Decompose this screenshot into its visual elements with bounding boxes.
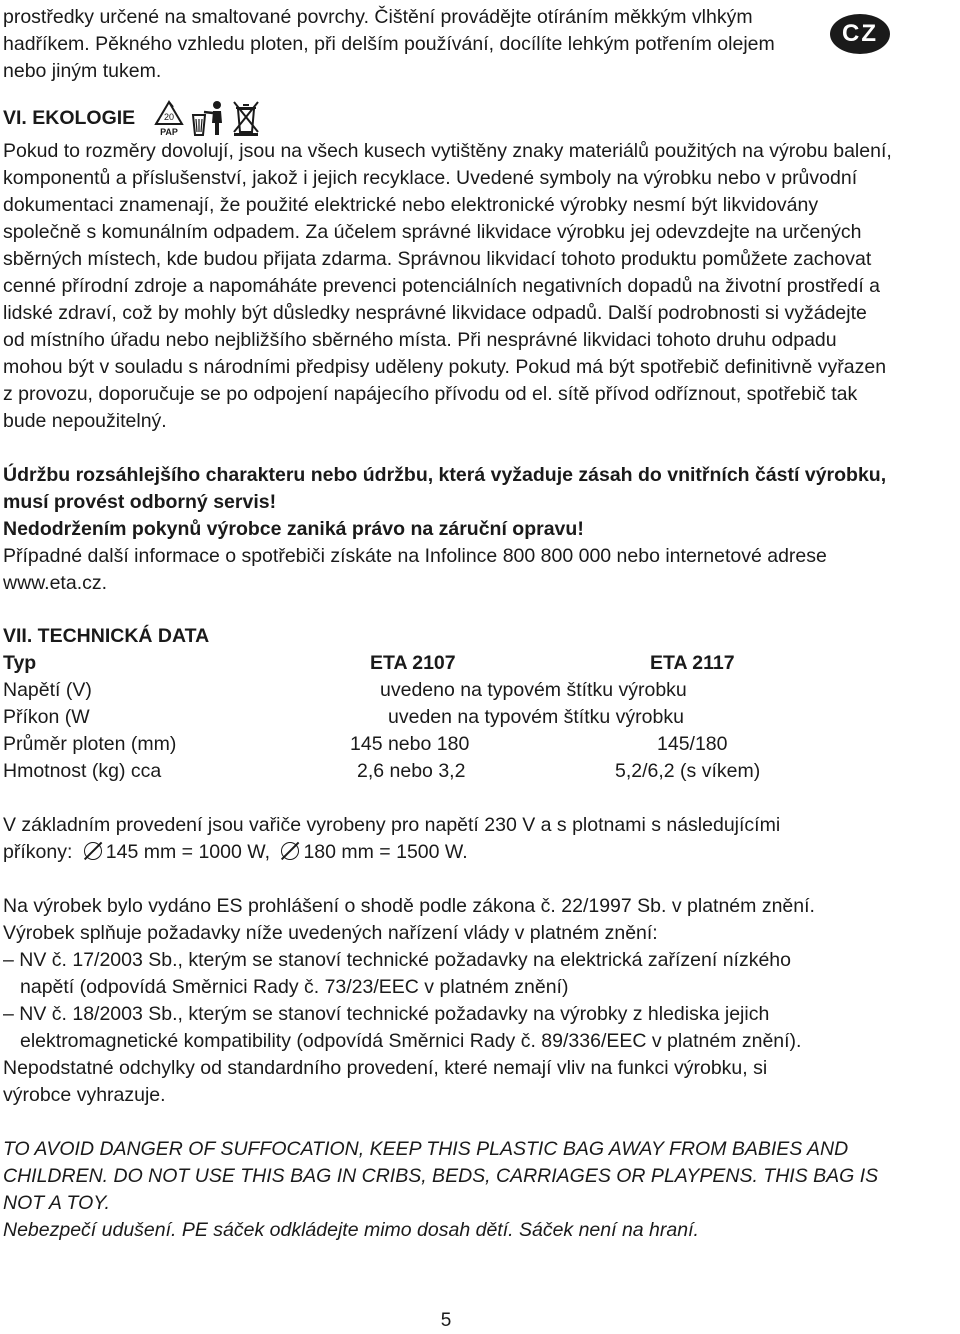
power-line	[3, 839, 903, 866]
voltage-line: V základním provedení jsou vařiče vyrobeny pro napětí 230 V a s plotnami s následujícími	[3, 814, 781, 836]
tech-row-label: Hmotnost (kg) cca	[3, 760, 162, 782]
conformity-intro: Na výrobek bylo vydáno ES prohlášení o shodě podle zákona č. 22/1997 Sb. v platném znění. Výrobek splňuje požadavky níže uvedených nařízení vlády v platném znění:	[3, 895, 815, 944]
tech-row-value-1: 145 nebo 180	[350, 733, 470, 755]
ecology-icons	[151, 99, 261, 137]
ecology-body: Pokud to rozměry dovolují, jsou na všech kusech vytištěny znaky materiálů použitých na výrobu balení, komponentů a příslušenství, jakož i jejich recyklace. Uvedené symboly na výrobku nebo v průvodní dokumentaci znamenají, že použité elektrické nebo elektronické výrobky nesmí být likvidovány společně s komunálním odpadem. Za účelem správné likvidace výrobku jej odevzdejte na určených sběrných místech, kde budou přijata zdarma. Správnou likvidací tohoto produktu pomůžete zachovat cenné přírodní zdroje a napomáháte prevenci potenciálních negativních dopadů na životní prostředí a lidské zdraví, což by mohly být důsledky nesprávné likvidace odpadů. Další podrobnosti si vyžádejte od místního úřadu nebo nejbližšího sběrného místa. Při nesprávné likvidaci tohoto druhu odpadu mohou být v souladu s národními předpisy uděleny pokuty. Pokud má být spotřebič definitivně vyřazen z provozu, doporučuje se po odpojení napájecího přívodu od el. sítě přívod odříznout, spotřebič tak bude nepoužitelný.	[3, 140, 892, 432]
tech-data-title: VII. TECHNICKÁ DATA	[3, 625, 210, 647]
tech-header-model-1: ETA 2107	[370, 652, 456, 674]
regulation-item: – NV č. 18/2003 Sb., kterým se stanoví technické požadavky na výrobky z hlediska jejich elektromagnetické kompatibility (odpovídá Směrnici Rady č. 89/336/EEC v platném znění).	[3, 1003, 802, 1052]
page-number: 5	[440, 1310, 452, 1331]
recycle-number: 20	[164, 112, 175, 122]
recycle-label: PAP	[160, 127, 179, 137]
crossed-bin-icon	[231, 99, 261, 137]
diameter-icon	[84, 842, 102, 860]
care-intro-paragraph: prostředky určené na smaltované povrchy. Čištění provádějte otíráním měkkým vlhkým hadříkem. Pěkného vzhledu ploten, při delším používání, docílíte lehkým potřením olejem nebo jiným tukem.	[3, 6, 775, 82]
regulation-item: – NV č. 17/2003 Sb., kterým se stanoví technické požadavky na elektrická zařízení nízkého napětí (odpovídá Směrnici Rady č. 73/23/EEC v platném znění)	[3, 949, 791, 998]
tech-row-merged-value: uvedeno na typovém štítku výrobku	[380, 679, 687, 701]
tidy-man-icon	[189, 99, 229, 137]
tech-header-type: Typ	[3, 652, 37, 674]
language-badge: CZ	[830, 14, 890, 54]
tech-header-model-2: ETA 2117	[650, 652, 735, 674]
suffocation-warning-cz: Nebezpečí udušení. PE sáček odkládejte mimo dosah dětí. Sáček není na hraní.	[3, 1219, 699, 1241]
document-page	[3, 4, 903, 1244]
ecology-heading	[3, 98, 903, 138]
tech-row	[3, 677, 903, 704]
infoline-paragraph: Případné další informace o spotřebiči získáte na Infolince 800 800 000 nebo internetové adrese www.eta.cz.	[3, 545, 827, 594]
tech-header-row	[3, 650, 903, 677]
suffocation-warning-en: TO AVOID DANGER OF SUFFOCATION, KEEP THIS PLASTIC BAG AWAY FROM BABIES AND CHILDREN. DO NOT USE THIS BAG IN CRIBS, BEDS, CARRIAGES OR PLAYPENS. THIS BAG IS NOT A TOY.	[3, 1138, 879, 1214]
diameter-icon	[281, 842, 299, 860]
tech-row	[3, 731, 903, 758]
recycling-pap-icon	[151, 99, 187, 137]
warranty-warning: Nedodržením pokynů výrobce zaniká právo na záruční opravu!	[3, 518, 584, 540]
power-value-2: 180 mm = 1500 W.	[303, 841, 468, 863]
tech-row-value-2: 5,2/6,2 (s víkem)	[615, 760, 761, 782]
ecology-title: VI. EKOLOGIE	[3, 106, 136, 129]
tech-row	[3, 704, 903, 731]
tech-row-label: Napětí (V)	[3, 679, 92, 701]
tech-row-label: Příkon (W	[3, 706, 90, 728]
reservation-paragraph: Nepodstatné odchylky od standardního provedení, které nemají vliv na funkci výrobku, si výrobce vyhrazuje.	[3, 1057, 768, 1106]
tech-row-merged-value: uveden na typovém štítku výrobku	[388, 706, 684, 728]
tech-row-value-1: 2,6 nebo 3,2	[357, 760, 466, 782]
tech-row-value-2: 145/180	[657, 733, 728, 755]
service-warning: Údržbu rozsáhlejšího charakteru nebo údržbu, která vyžaduje zásah do vnitřních částí výrobku, musí provést odborný servis!	[3, 464, 887, 513]
tech-row	[3, 758, 903, 785]
power-prefix: příkony:	[3, 841, 73, 863]
tech-row-label: Průměr ploten (mm)	[3, 733, 177, 755]
power-value-1: 145 mm = 1000 W,	[105, 841, 271, 863]
